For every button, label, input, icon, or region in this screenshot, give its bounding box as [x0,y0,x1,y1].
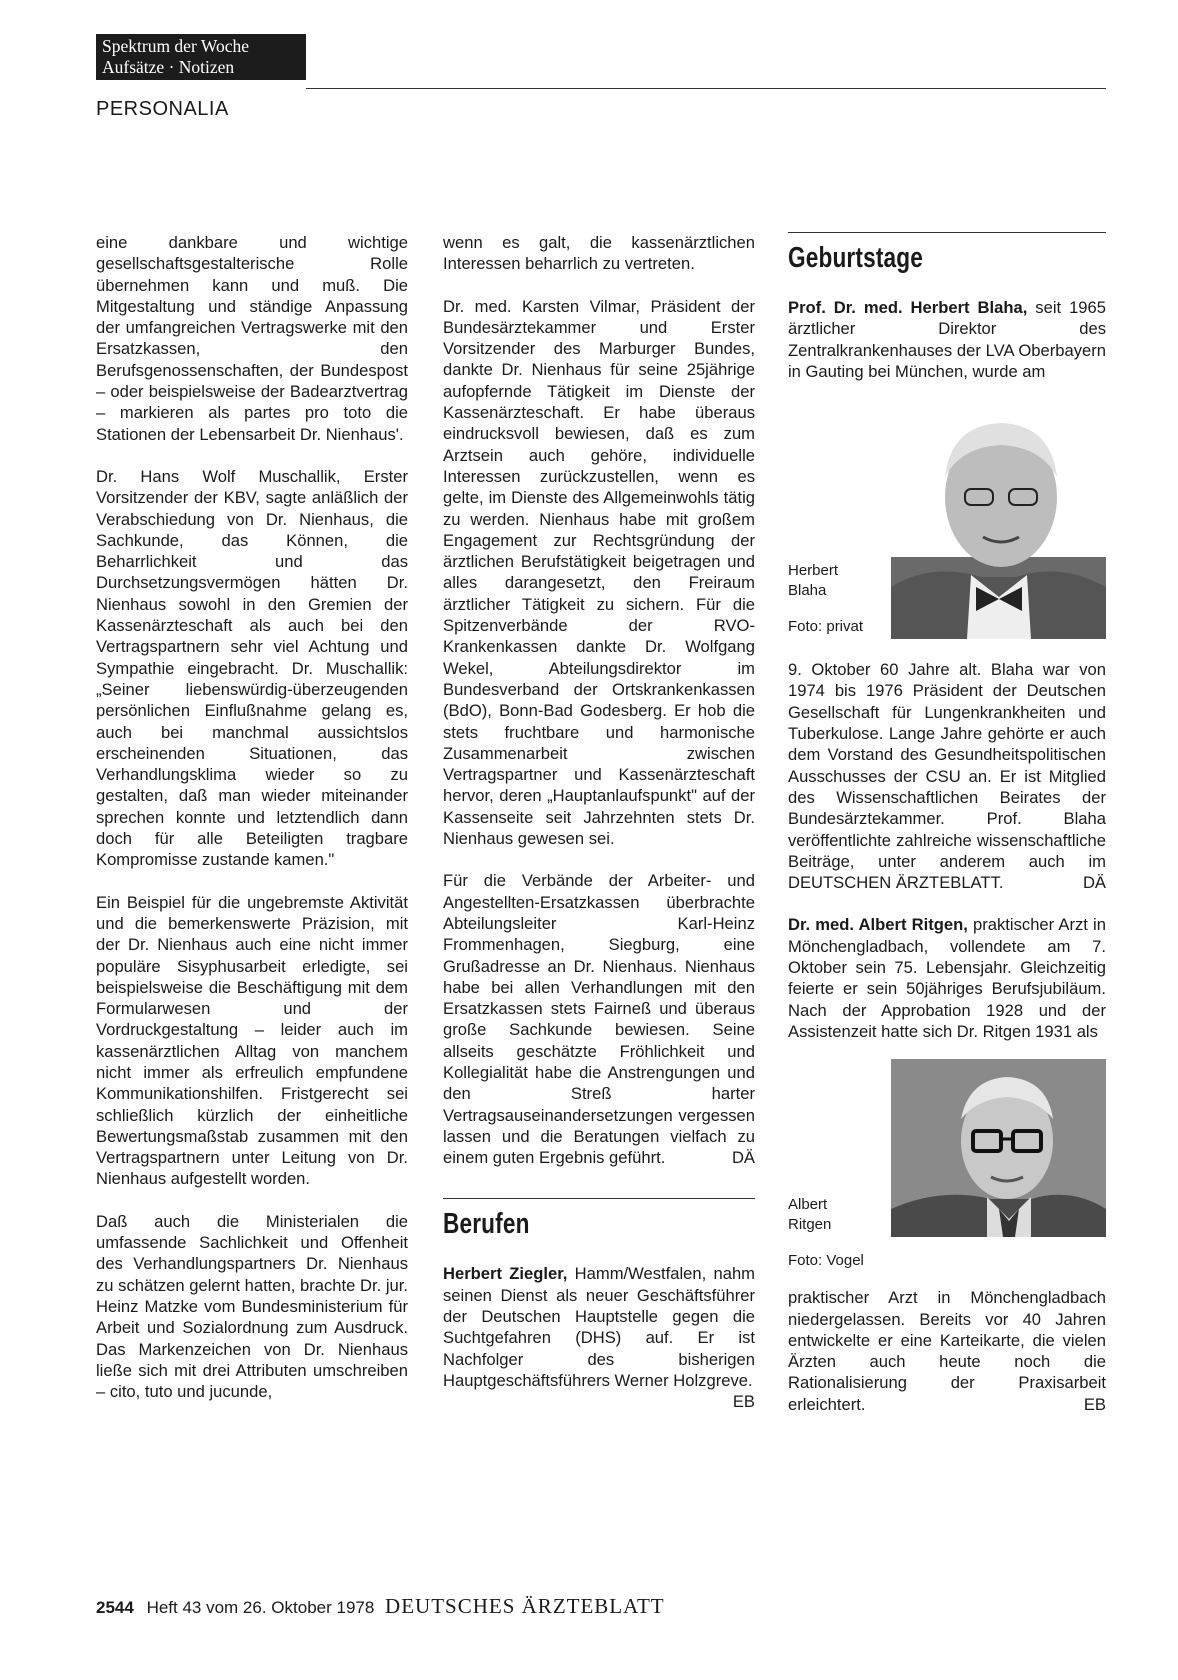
masthead-line2: Aufsätze · Notizen [102,57,235,77]
photo-caption [788,561,863,637]
heading-berufen: Berufen [443,1208,530,1241]
photo-block-blaha [788,397,1106,645]
paragraph [443,1263,755,1412]
publication-name: DEUTSCHES ÄRZTEBLATT [385,1594,665,1618]
portrait-photo-ritgen [891,1059,1106,1237]
column-2 [443,232,755,1413]
section-rule [443,1198,755,1199]
paragraph: Dr. Hans Wolf Muschallik, Erster Vorsitzender der KBV, sagte anläßlich der Verabschiedung von Dr. Nienhaus, die Sachkunde, das Können, die Beharrlichkeit und das Durchsetzungsvermögen hätten Dr. Nienhaus sowohl in den Gremien der Kassenärzteschaft als auch bei den Vertragspartnern sehr viel Achtung und Sympathie eingebracht. Dr. Muschallik: „Seiner liebenswürdig-überzeugenden persönlichen Einflußnahme gelang es, auch bei manchmal aussichtslos erscheinenden Situationen, das Verhandlungsklima wieder so zu gestalten, daß man wieder miteinander sprechen konnte und letztendlich dann doch für alle Beteiligten tragbare Kompromisse zustande kamen." [96,466,408,870]
author-signature: EB [1083,1394,1106,1414]
caption-name-line2: Blaha [788,582,827,600]
paragraph: Daß auch die Ministerialen die umfassende Sachlichkeit und Offenheit des Verhandlungspartners Dr. Nienhaus zu schätzen gelernt hatten, brachte Dr. jur. Heinz Matzke vom Bundesministerium für Arbeit und Sozialordnung zum Ausdruck. Das Markenzeichen von Dr. Nienhaus ließe sich mit drei Attributen umschreiben – cito, tuto und jucunde, [96,1211,408,1402]
paragraph [443,870,755,1168]
caption-name-line1: Albert [788,1196,828,1214]
person-name: Herbert Ziegler, [443,1264,568,1284]
paragraph [788,659,1106,893]
person-name: Prof. Dr. med. Herbert Blaha, [788,298,1028,317]
paragraph-text: 9. Oktober 60 Jahre alt. Blaha war von 1974 bis 1976 Präsident der Deutschen Gesellschaft für Lungenkrankheiten und Tuberkulose. Lange Jahre gehörte er auch dem Vorstand des Gesundheitspolitischen Ausschusses der CSU an. Er ist Mitglied des Wissenschaftlichen Beirates der Bundesärztekammer. Prof. Blaha veröffentlichte zahlreiche wissenschaftliche Beiträge, unter anderem auch im DEUTSCHEN ÄRZTEBLATT. [788,660,1106,893]
paragraph [788,914,1106,1042]
paragraph-text: Für die Verbände der Arbeiter- und Angestellten-Ersatzkassen überbrachte Abteilungsleiter Karl-Heinz Frommenhagen, Siegburg, eine Grußadresse an Dr. Nienhaus. Nienhaus habe bei allen Verhandlungen mit den Ersatzkassen stets Fairneß und überaus große Sachkunde bewiesen. Seine allseits geschätzte Fröhlichkeit und Kollegialität habe die Anstrengungen und den Streß harter Vertragsauseinandersetzungen vergessen lassen und die Beratungen vielfach zu einem guten Ergebnis geführt. [443,871,755,1168]
paragraph-text: seit 1965 ärztlicher Direktor des Zentralkrankenhauses der LVA Oberbayern in Gauting bei München, wurde am [788,298,1106,381]
issue-info: Heft 43 vom 26. Oktober 1978 [146,1598,375,1617]
masthead-rule [306,88,1106,89]
photo-credit: Foto: privat [788,618,864,636]
masthead [96,34,306,80]
page-number: 2544 [96,1598,134,1617]
paragraph [788,297,1106,382]
photo-block-ritgen [788,1059,1106,1275]
caption-name-line2: Ritgen [788,1216,832,1234]
column-3 [788,232,1106,1436]
portrait-photo-blaha [891,397,1106,639]
caption-name-line1: Herbert [788,562,839,580]
paragraph: Dr. med. Karsten Vilmar, Präsident der Bundesärztekammer und Erster Vorsitzender des Marburger Bundes, dankte Dr. Nienhaus für seine 25jährige aufopfernde Tätigkeit im Dienste der Kassenärzteschaft. Er habe überaus eindrucksvoll bewiesen, daß es zum Arztsein auch gehöre, individuelle Interessen zurückzustellen, wenn es gelte, im Dienste des Allgemeinwohls tätig zu werden. Nienhaus habe mit großem Engagement zur Rechtsgründung der ärztlichen Berufstätigkeit beigetragen und alles darangesetzt, den Freiraum ärztlicher Tätigkeit zu sichern. Für die Spitzenverbände der RVO-Krankenkassen dankte Dr. Wolfgang Wekel, Abteilungsdirektor im Bundesverband der Ortskrankenkassen (BdO), Bonn-Bad Godesberg. Er hob die stets fruchtbare und harmonische Zusammenarbeit zwischen Vertragspartner und Kassenärzteschaft hervor, deren „Hauptanlaufspunkt" auf der Kassenseite seit Jahrzehnten stets Dr. Nienhaus gewesen sei. [443,296,755,849]
author-signature: EB [732,1392,755,1412]
photo-credit: Foto: Vogel [788,1252,864,1270]
paragraph: eine dankbare und wichtige gesellschaftsgestalterische Rolle übernehmen kann und muß. Die Mitgestaltung und ständige Anpassung der umfangreichen Vertragswerke mit den Ersatzkassen, den Berufsgenossenschaften, der Bundespost – oder beispielsweise der Badearztvertrag – markieren als partes pro toto die Stationen der Lebensarbeit Dr. Nienhaus'. [96,233,408,444]
person-name: Dr. med. Albert Ritgen, [788,915,968,935]
portrait-image [891,1059,1106,1237]
paragraph: wenn es galt, die kassenärztlichen Interessen beharrlich zu vertreten. [443,233,755,274]
paragraph: Ein Beispiel für die ungebremste Aktivität und die bemerkenswerte Präzision, mit der Dr. Nienhaus auch eine nicht immer populäre Sisyphusarbeit erledigte, sei beispielsweise die Beschäftigung mit dem Formularwesen und der Vordruckgestaltung – leider auch im kassenärztlichen Alltag von manchem nicht immer als erfreulich empfundene Kommunikationshilfen. Fristgerecht sei schließlich kürzlich der einheitliche Bewertungsmaßstab zusammen mit den Vertragspartnern unter Leitung von Dr. Nienhaus aufgestellt worden. [96,892,408,1189]
author-signature: DÄ [1082,873,1106,893]
paragraph-text: praktischer Arzt in Mönchengladbach, vollendete am 7. Oktober sein 75. Lebensjahr. Gleichzeitig feierte er sein 50jähriges Berufsjubiläum. Nach der Approbation 1928 und der Assistenzeit hatte sich Dr. Ritgen 1931 als [788,915,1106,1041]
photo-caption [788,1195,864,1271]
section-title: PERSONALIA [96,98,229,120]
column-1 [96,232,408,1423]
paragraph-text: praktischer Arzt in Mönchengladbach niedergelassen. Bereits vor 40 Jahren entwickelte er eine Karteikarte, die vielen Ärzten auch heute noch die Rationalisierung der Praxisarbeit erleichtert. [788,1288,1106,1414]
paragraph [788,1287,1106,1415]
masthead-line1: Spektrum der Woche [102,36,249,56]
page-footer [96,1594,665,1619]
heading-geburtstage: Geburtstage [788,242,923,274]
author-signature: DÄ [731,1148,755,1168]
portrait-image [891,397,1106,639]
section-rule [788,232,1106,233]
paragraph-text: Hamm/Westfalen, nahm seinen Dienst als neuer Geschäftsführer der Deutschen Hauptstelle gegen die Suchtgefahren (DHS) auf. Er ist Nachfolger des bisherigen Hauptgeschäftsführers Werner Holzgreve. [443,1264,755,1390]
